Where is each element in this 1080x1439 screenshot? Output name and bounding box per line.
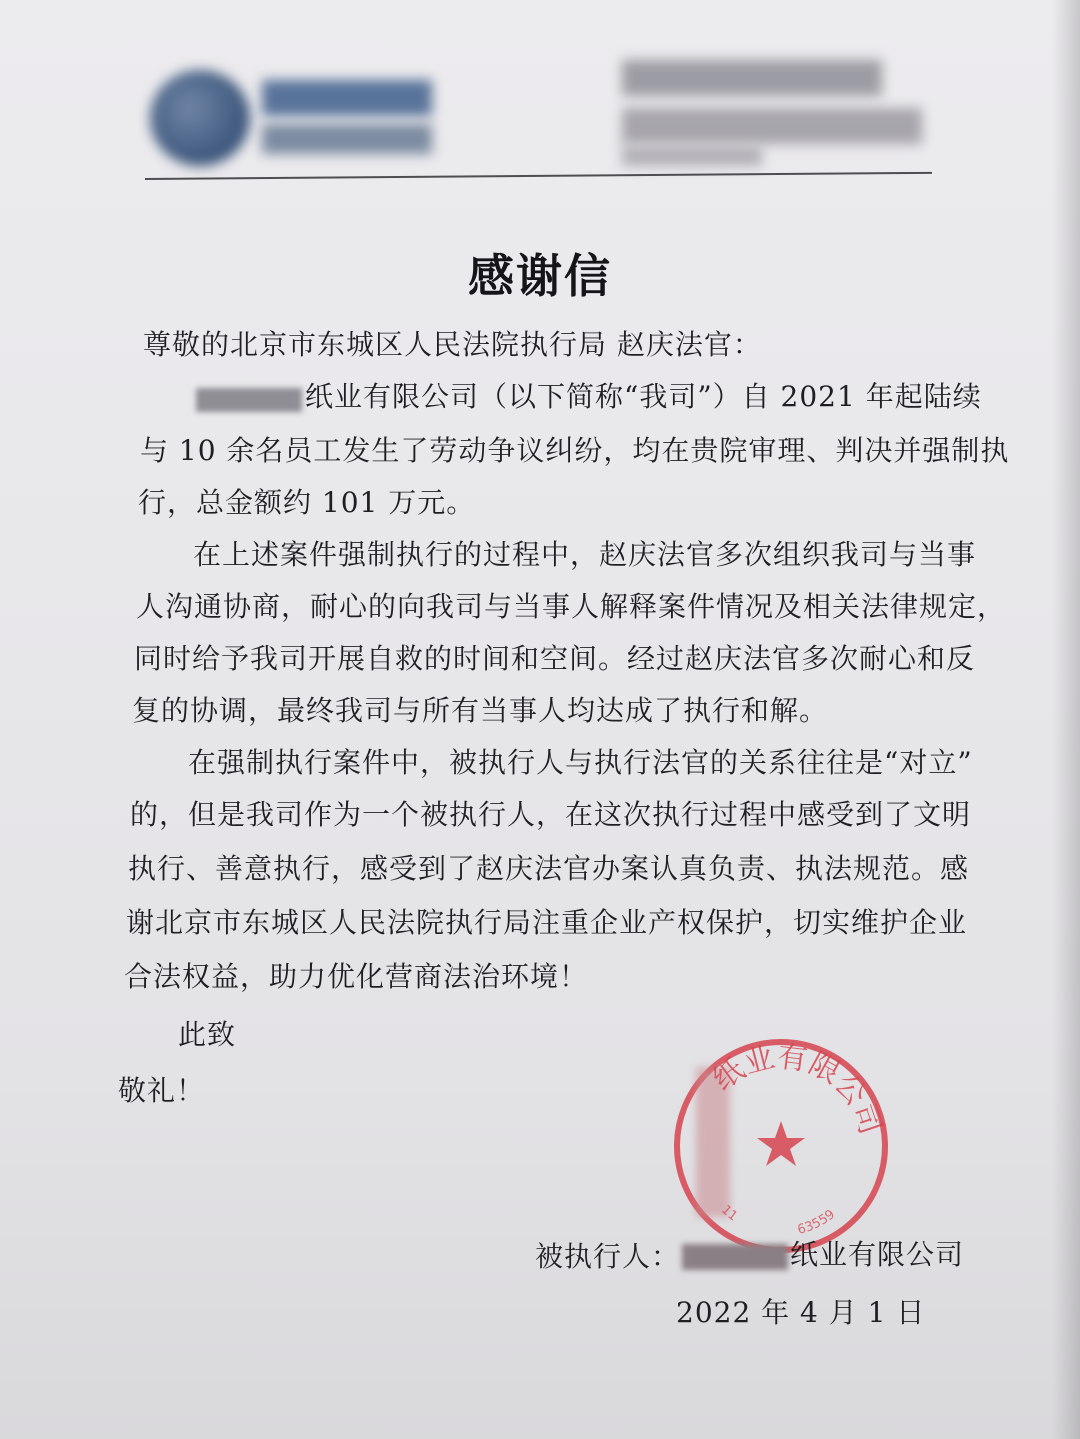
redacted-signature-company: [682, 1244, 788, 1270]
salutation: 尊敬的北京市东城区人民法院执行局 赵庆法官：: [143, 328, 762, 361]
blurred-logo-text: [262, 80, 432, 116]
blurred-address-line: [622, 60, 882, 96]
paragraph3-line: 合法权益，助力优化营商法治环境！: [124, 960, 589, 993]
paragraph2-line: 人沟通协商，耐心的向我司与当事人解释案件情况及相关法律规定，: [136, 590, 1007, 623]
paragraph3-line: 谢北京市东城区人民法院执行局注重企业产权保护，切实维护企业: [126, 906, 968, 939]
paragraph2-line: 在上述案件强制执行的过程中，赵庆法官多次组织我司与当事: [193, 538, 977, 571]
signature-company: 纸业有限公司: [790, 1238, 965, 1271]
blurred-logo-icon: [150, 70, 250, 166]
header-divider: [145, 172, 932, 180]
page-shadow: [1052, 0, 1080, 1439]
paragraph1-line: 与 10 余名员工发生了劳动争议纠纷，均在贵院审理、判决并强制执: [140, 434, 1010, 467]
seal-number-tail: 63559: [795, 1207, 839, 1238]
seal-text: 纸业有限公司: [706, 1039, 888, 1139]
paragraph1-line: 纸业有限公司（以下简称“我司”）自 2021 年起陆续: [305, 380, 982, 413]
redacted-company-name: [196, 388, 302, 412]
seal-star-icon: [757, 1121, 805, 1166]
paragraph3-line: 的，但是我司作为一个被执行人，在这次执行过程中感受到了文明: [130, 798, 972, 831]
signature-label: 被执行人：: [535, 1240, 681, 1273]
seal-number: 11: [718, 1202, 741, 1225]
paragraph1-line: 行，总金额约 101 万元。: [138, 486, 476, 519]
blurred-address-line: [622, 108, 922, 144]
letter-date: 2022 年 4 月 1 日: [676, 1296, 926, 1329]
closing-jing-li: 敬礼！: [118, 1074, 206, 1107]
company-seal: [670, 1035, 892, 1257]
paragraph2-line: 同时给予我司开展自救的时间和空间。经过赵庆法官多次耐心和反: [134, 642, 976, 675]
blurred-logo-subtext: [262, 124, 432, 154]
blurred-address-line: [622, 146, 762, 166]
paragraph3-line: 执行、善意执行，感受到了赵庆法官办案认真负责、执法规范。感: [128, 852, 970, 885]
closing-ci-zhi: 此致: [178, 1018, 237, 1051]
letter-title: 感谢信: [468, 249, 612, 303]
paragraph2-line: 复的协调，最终我司与所有当事人均达成了执行和解。: [132, 694, 829, 727]
paragraph3-line: 在强制执行案件中，被执行人与执行法官的关系往往是“对立”: [188, 746, 973, 779]
